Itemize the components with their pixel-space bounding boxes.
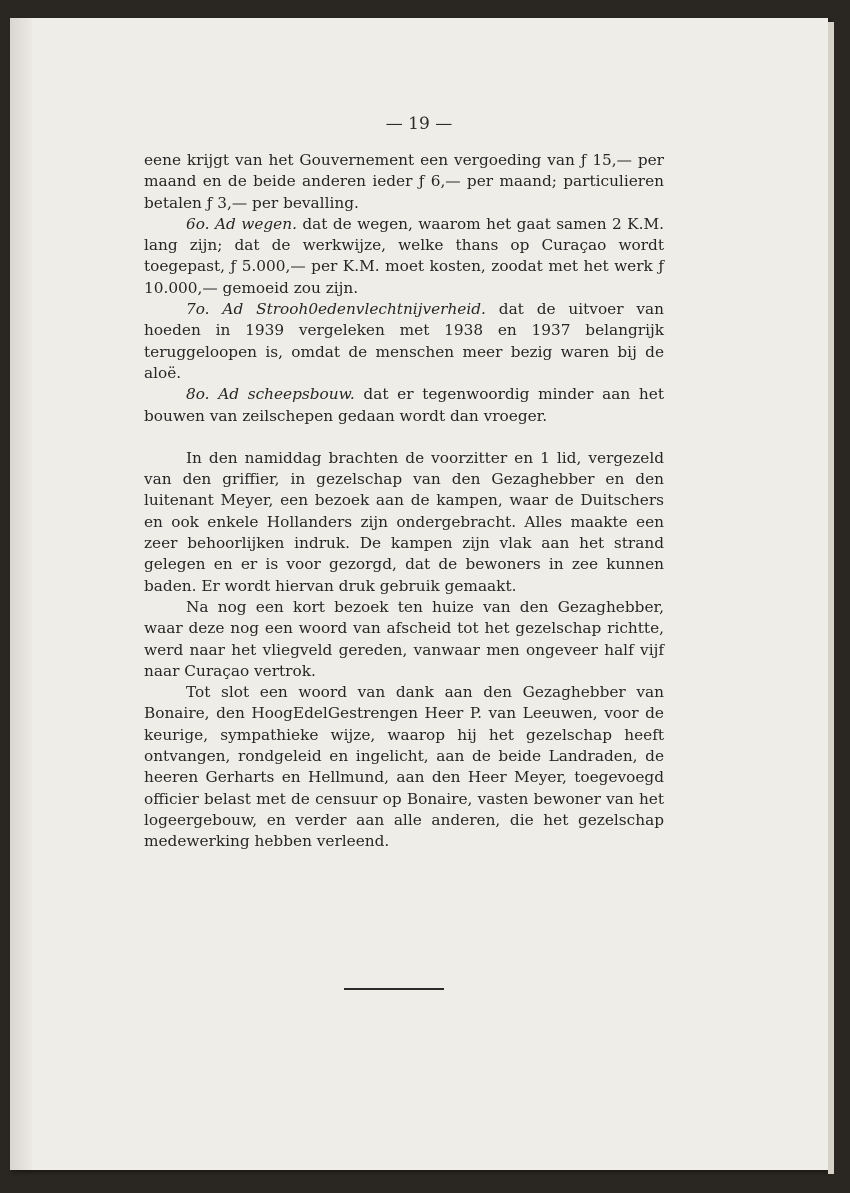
document-page [10,18,828,1170]
page-right-edge [828,22,834,1174]
paragraph-6: Na nog een kort bezoek ten huize van den Gezaghebber, waar deze nog een woord van afscheid tot het gezelschap richtte, werd naar het vliegveld gereden, vanwaar men ongeveer half vijf naar Curaçao vertrok. [144,597,664,680]
paragraph-4 [144,384,664,427]
paragraph-3-text: dat de uitvoer van hoeden in 1939 vergeleken met 1938 en 1937 belangrijk teruggeloopen is, omdat de menschen meer bezig waren bij de aloë. [144,300,665,382]
paragraph-7: Tot slot een woord van dank aan den Gezaghebber van Bonaire, den HoogEdelGestrengen Heer P. van Leeuwen, voor de keurige, sympathieke wijze, waarop hij het gezelschap heeft ontvangen, rondgeleid en ingelicht, aan de beide Landraden, de heeren Gerharts en Hellmund, aan den Heer Meyer, toegevoegd officier belast met de censuur op Bonaire, vasten bewoner van het logeergebouw, en verder aan alle anderen, die het gezelschap medewerking hebben verleend. [144,683,664,851]
paragraph-2-text: dat de wegen, waarom het gaat samen 2 K.M. lang zijn; dat de werkwijze, welke thans op Curaçao wordt toegepast, ƒ 5.000,— per K.M. moet kosten, zoodat met het werk ƒ 10.000,— gemoeid zou zijn. [144,214,664,297]
paragraph-gap [144,427,664,448]
end-rule [344,988,444,990]
page-number: — 19 — [385,114,453,134]
paragraph-3-heading: 7o. Ad Strooh0edenvlechtnijverheid. [186,300,486,319]
paragraph-5: In den namiddag brachten de voorzitter en 1 lid, vergezeld van den griffier, in gezelschap van den Gezaghebber en den luitenant Meyer, een bezoek aan de kampen, waar de Duitschers en ook enkele Hollanders zijn ondergebracht. Alles maakte een zeer behoorlijken indruk. De kampen zijn vlak aan het strand gelegen en er is voor gezorgd, dat de bewoners in zee kunnen baden. Er wordt hiervan druk gebruik gemaakt. [144,448,664,595]
paragraph-4-text: dat er tegenwoordig minder aan het bouwen van zeilschepen gedaan wordt dan vroeger. [144,385,664,425]
paragraph-2 [144,214,664,299]
paragraph-4-heading: 8o. Ad scheepsbouw. [186,385,355,404]
paragraph-2-heading: 6o. Ad wegen. [186,214,297,233]
page-left-edge [10,18,32,1170]
paragraph-1: eene krijgt van het Gouvernement een vergoeding van ƒ 15,— per maand en de beide anderen ieder ƒ 6,— per maand; particulieren betalen ƒ 3,— per bevalling. [144,151,664,212]
body-text [144,150,664,853]
paragraph-3 [144,299,664,384]
